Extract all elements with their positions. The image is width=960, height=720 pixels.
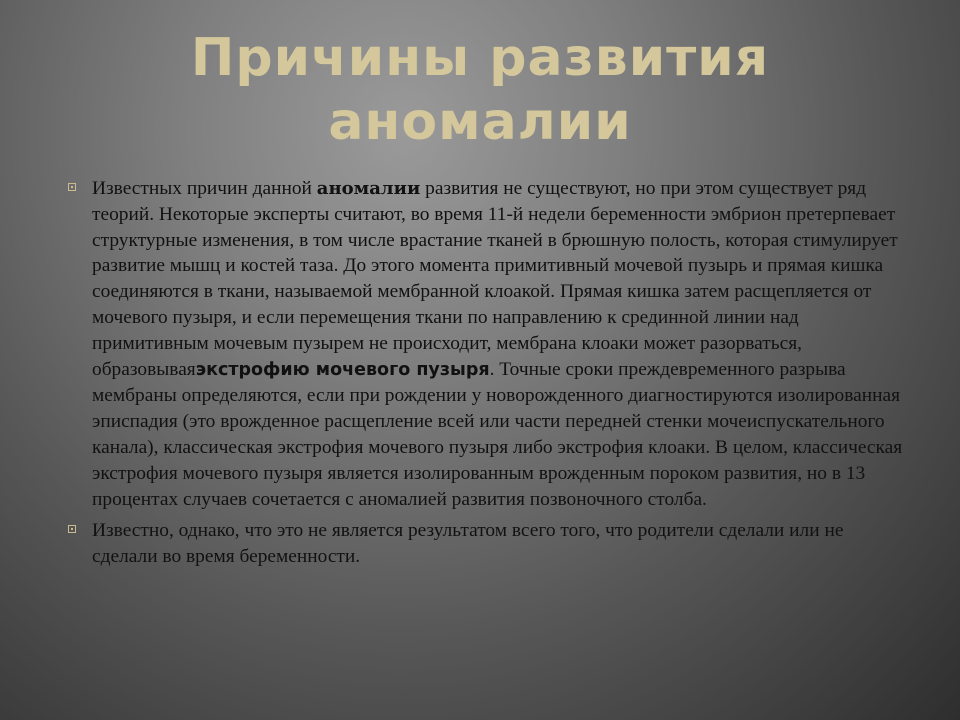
square-bullet-icon [68,183,76,191]
bullet-text: . Точные сроки преждевременного разрыва мембраны определяются, если при рождении у новорожденного диагностируются изолированная эписпадия (это врожденное расщепление всей или части передней стенки мочеиспускательного канала), классическая экстрофия мочевого пузыря либо экстрофия клоаки. В целом, классическая экстрофия мочевого пузыря является изолированным врожденным пороком развития, но в 13 процентах случаев сочетается с аномалией развития позвоночного столба. [92,358,903,510]
bullet-text: Известно, однако, что это не является результатом всего того, что родители сделали или не сделали во время беременности. [92,520,844,568]
square-bullet-icon [68,525,76,533]
slide-body [92,176,910,576]
bullet-item-2 [92,518,910,570]
slide-title: Причины развития аномалии [190,28,770,152]
bullet-item-1 [92,176,910,512]
bullet-text: Известных причин данной [92,178,317,199]
bullet-text: развития не существуют, но при этом существует ряд теорий. Некоторые эксперты считают, во время 11-й недели беременности эмбрион претерпевает структурные изменения, в том числе врастание тканей в брюшную полость, которая стимулирует развитие мышц и костей таза. До этого момента примитивный мочевой пузырь и прямая кишка соединяются в ткани, называемой мембранной клоакой. Прямая кишка затем расщепляется от мочевого пузыря, и если перемещения ткани по направлению к срединной линии над примитивным мочевым пузырем не происходит, мембрана клоаки может разорваться, образовывая [92,178,898,380]
bold-term-anomaly: аномалии [316,178,421,199]
bold-term-exstrophy: экстрофию мочевого пузыря [195,359,490,380]
